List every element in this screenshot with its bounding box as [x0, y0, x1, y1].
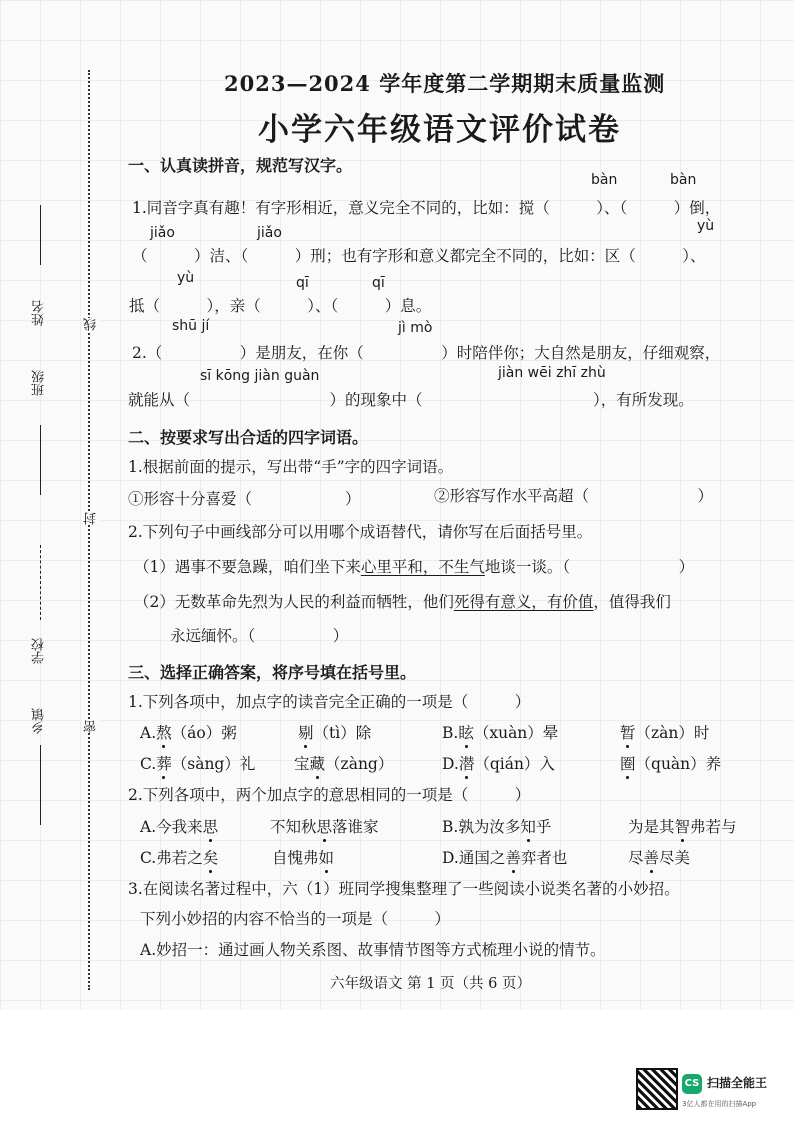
s3-q1-option-b2	[620, 721, 709, 743]
pronunciation: （zàng）	[325, 755, 394, 773]
option-label: B.	[442, 724, 459, 742]
dotted-char: 熬	[156, 724, 172, 742]
option-label: B.	[442, 818, 459, 836]
section3-title: 三、选择正确答案，将序号填在括号里。	[128, 663, 417, 682]
option-label: C.	[140, 755, 157, 773]
dotted-char: 智	[674, 818, 691, 836]
binding-dotted-line	[88, 70, 90, 990]
school-blank	[40, 545, 41, 620]
camscanner-name: 扫描全能王	[707, 1076, 768, 1090]
pinyin: shū jí	[172, 318, 210, 334]
secret-mark: 密	[84, 720, 99, 733]
dotted-char: 眩	[458, 724, 474, 742]
pinyin: qī	[296, 275, 309, 291]
dotted-char: 思	[316, 818, 333, 836]
dotted-char: 葬	[156, 755, 172, 773]
dotted-char: 藏	[309, 755, 326, 773]
seal-mark: 封	[84, 512, 99, 525]
s1-q2-line2: 就能从（ ）的现象中（ ），有所发现。	[128, 391, 694, 409]
s3-q2-option-c	[140, 846, 218, 868]
s3-q1-option-c	[140, 752, 255, 774]
dotted-char: 知	[520, 818, 536, 836]
exam-title-line2: 小学六年级语文评价试卷	[258, 112, 621, 148]
s3-q3-line1: 3.在阅读名著过程中，六（1）班同学搜集整理了一些阅读小说类名著的小妙招。	[128, 880, 680, 898]
s3-q3-option-a: A.妙招一：通过画人物关系图、故事情节图等方式梳理小说的情节。	[140, 941, 606, 959]
option-label: D.	[442, 755, 459, 773]
option-text: 今我来	[156, 818, 203, 836]
dotted-char: 圈	[620, 755, 636, 773]
s3-q2-option-c2	[272, 846, 334, 868]
s3-q1-option-b	[442, 721, 558, 743]
class-blank	[40, 425, 41, 495]
dotted-char: 善	[505, 849, 521, 867]
s3-q2-option-b2	[628, 815, 737, 837]
s2-q2-2-before: （2）无数革命先烈为人民的利益而牺牲，他们	[134, 593, 454, 611]
section2-title: 二、按要求写出合适的四字词语。	[128, 428, 369, 447]
underlined-phrase: 心里平和，不生气	[360, 558, 485, 576]
s3-q2-option-d	[442, 846, 567, 868]
dotted-char: 剔	[298, 724, 314, 742]
camscanner-logo: CS	[682, 1074, 702, 1094]
camscanner-tagline: 3亿人都在用的扫描App	[682, 1100, 757, 1108]
class-label: 班级	[32, 370, 47, 396]
s2-q2-2-cont: 永远缅怀。（ ）	[170, 627, 349, 645]
option-text: 为是其	[628, 818, 675, 836]
s3-q2-option-a2	[270, 815, 379, 837]
s3-q3-line2: 下列小妙招的内容不恰当的一项是（ ）	[140, 910, 451, 928]
pinyin: yù	[697, 218, 715, 234]
underlined-phrase: 死得有意义，有价值	[453, 593, 594, 611]
page-footer: 六年级语文 第 1 页（共 6 页）	[330, 976, 531, 992]
s1-q1-line2: （ ）洁、（ ）刑；也有字形和意义都完全不同的，比如：区（ ）、	[132, 247, 706, 265]
option-text: 不知秋	[270, 818, 317, 836]
section1-title: 一、认真读拼音，规范写汉字。	[128, 156, 353, 175]
s3-q2-option-b	[442, 815, 551, 837]
pinyin: qī	[372, 275, 385, 291]
option-text: 弗若与	[690, 818, 737, 836]
pronunciation: （xuàn）晕	[473, 724, 559, 742]
option-label: A.	[140, 724, 157, 742]
pronunciation: （tì）除	[313, 724, 372, 742]
dotted-char: 善	[643, 849, 660, 867]
qr-code	[636, 1068, 678, 1110]
s3-q1-option-d	[442, 752, 555, 774]
s2-q2-1-after: 地谈一谈。（ ）	[484, 558, 695, 576]
pinyin: bàn	[591, 172, 618, 188]
s3-q2-option-a	[140, 815, 218, 837]
option-label: A.	[140, 818, 157, 836]
option-text: 尽美	[659, 849, 691, 867]
dotted-char: 矣	[202, 849, 219, 867]
dotted-char: 思	[202, 818, 219, 836]
option-text: 孰为汝多	[458, 818, 521, 836]
dotted-char: 如	[318, 849, 335, 867]
s2-q2-2	[134, 590, 671, 612]
s1-q1-line3: 抵（ ），亲（ ）、（ ）息。	[129, 297, 432, 315]
s3-q2: 2.下列各项中，两个加点字的意思相同的一项是（ ）	[128, 786, 531, 804]
option-text: 弈者也	[520, 849, 568, 867]
pinyin: jiǎo	[150, 225, 175, 241]
exam-title-line1: 2023—2024 学年度第二学期期末质量监测	[224, 71, 666, 96]
option-text: 宝	[294, 755, 310, 773]
option-text: 通国之	[458, 849, 506, 867]
school-label: 学校	[32, 638, 47, 664]
s3-q1-option-a2	[298, 721, 371, 743]
s3-q1-option-d2	[620, 752, 721, 774]
name-label: 姓名	[32, 300, 47, 326]
option-text: 乎	[535, 818, 552, 836]
line-mark: 线	[84, 318, 99, 331]
s2-q1b: ②形容写作水平高超（ ）	[434, 487, 714, 505]
dotted-char: 暂	[620, 724, 636, 742]
name-blank	[40, 205, 41, 265]
s2-q2-1-before: （1）遇事不要急躁，咱们坐下来	[134, 558, 361, 576]
town-blank	[40, 745, 41, 825]
s2-q1a: ①形容十分喜爱（ ）	[128, 490, 361, 508]
pinyin: jiàn wēi zhī zhù	[498, 365, 606, 381]
s2-q1: 1.根据前面的提示，写出带“手”字的四字词语。	[128, 458, 454, 476]
pronunciation: （áo）粥	[171, 724, 237, 742]
option-label: D.	[442, 849, 459, 867]
s1-q2-line1: 2.（ ）是朋友，在你（ ）时陪伴你；大自然是朋友，仔细观察，	[132, 344, 721, 362]
option-label: C.	[140, 849, 157, 867]
s2-q2: 2.下列句子中画线部分可以用哪个成语替代，请你写在后面括号里。	[128, 523, 593, 541]
pinyin: jì mò	[398, 320, 433, 336]
s3-q2-option-d2	[628, 846, 690, 868]
town-label: 乡镇	[32, 708, 47, 734]
pronunciation: （qián）入	[474, 755, 555, 773]
dotted-char: 潜	[458, 755, 475, 773]
pronunciation: （zàn）时	[635, 724, 710, 742]
pronunciation: （sàng）礼	[171, 755, 256, 773]
pronunciation: （quàn）养	[635, 755, 722, 773]
s2-q2-1	[134, 555, 694, 577]
pinyin: jiǎo	[257, 225, 282, 241]
pinyin: sī kōng jiàn guàn	[200, 368, 320, 384]
s1-q1-line1: 1.同音字真有趣！有字形相近，意义完全不同的，比如：搅（ ）、（ ）倒，	[132, 199, 721, 217]
option-text: 自愧弗	[272, 849, 319, 867]
s2-q2-2-after: ，值得我们	[593, 593, 671, 611]
s3-q1-option-c2	[294, 752, 393, 774]
s3-q1-option-a	[140, 721, 237, 743]
pinyin: yù	[177, 270, 195, 286]
pinyin: bàn	[670, 172, 697, 188]
option-text: 弗若之	[156, 849, 203, 867]
option-text: 落谁家	[332, 818, 379, 836]
s3-q1: 1.下列各项中，加点字的读音完全正确的一项是（ ）	[128, 693, 531, 711]
option-text: 尽	[628, 849, 644, 867]
